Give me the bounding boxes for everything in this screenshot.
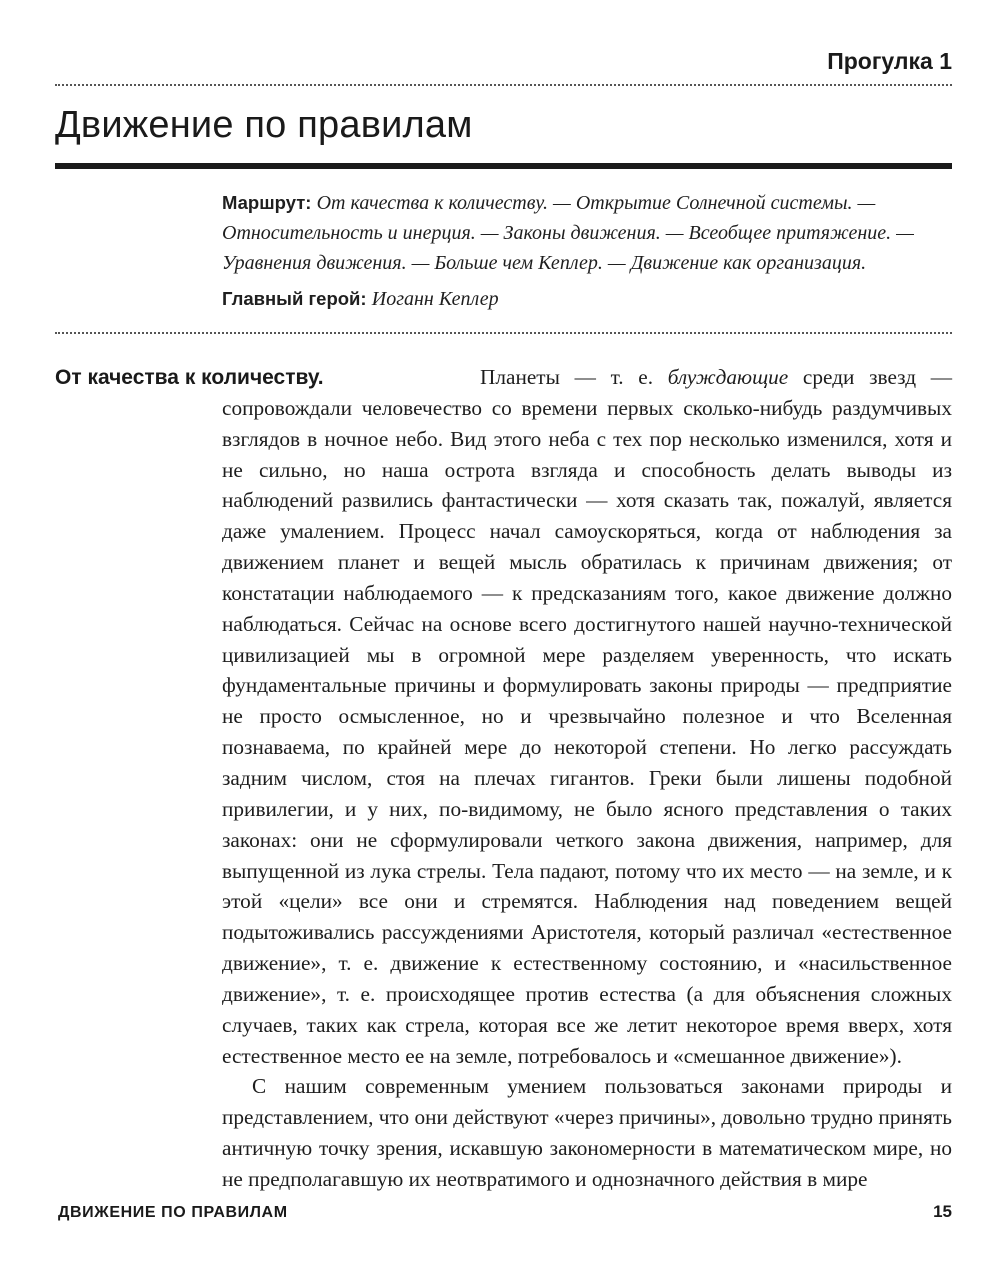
paragraph-2: С нашим современным умением пользоваться законами природы и представлением, что они действуют «через причины», довольно трудно принять античную точку зрения, искавшую закономерности в математическом мире, но не предполагавшую их неотвратимого и однозначного действия в мире [222,1074,952,1191]
paragraph-1 [222,362,952,1071]
hero-block [222,284,499,314]
running-footer-title: ДВИЖЕНИЕ ПО ПРАВИЛАМ [58,1204,288,1221]
route-text: От качества к количеству. — Открытие Солнечной системы. — Относительность и инерция. — Законы движения. — Всеобщее притяжение. — Уравнения движения. — Больше чем Кеплер. — Движение как организация. [222,192,914,274]
hero-name: Иоганн Кеплер [371,288,499,310]
p1-emphasis: блуждающие [667,365,789,389]
chapter-title: Движение по правилам [55,104,473,146]
title-rule [55,163,952,169]
p1-before-em: Планеты — т. е. [480,365,668,389]
p1-after-em: среди звезд — сопровождали человечество со времени первых сколько-нибудь раздумчивых взглядов в ночное небо. Вид этого неба с тех пор несколько изменился, хотя и не сильно, но наша острота взгляда и способность делать выводы из наблюдений развились фантастически — хотя сказать так, пожалуй, является даже умалением. Процесс начал самоускоряться, когда от наблюдения за движением планет и вещей мысль обратилась к причинам движения; от констатации наблюдаемого — к предсказаниям того, какое движение должно наблюдаться. Сейчас на основе всего достигнутого нашей научно-технической цивилизацией мы в огромной мере разделяем уверенность, что искать фундаментальные причины и формулировать законы природы — предприятие не просто осмысленное, но и чрезвычайно полезное и что Вселенная познаваема, по крайней мере до некоторой степени. Но легко рассуждать задним числом, стоя на плечах гигантов. Греки были лишены подобной привилегии, и у них, по-видимому, не было ясного представления о таких законах: они не сформулировали четкого закона движения, например, для выпущенной из лука стрелы. Тела падают, потому что их место — на земле, и к этой «цели» все они и стремятся. Наблюдения над поведением вещей подытоживались рассуждениями Аристотеля, который различал «естественное движение», т. е. движение к естественному состоянию, и «насильственное движение», т. е. происходящее против естества (а для объяснения сложных случаев, таких как стрела, которая все же летит некоторое время вверх, хотя естественное место ее на земле, потребовалось и «смешанное движение»). [222,365,952,1068]
walk-label: Прогулка 1 [827,48,952,74]
page-number: 15 [933,1202,952,1221]
body-text [222,362,952,1195]
route-label: Маршрут: [222,192,312,213]
route-block [222,188,952,278]
top-dotted-divider [55,84,952,86]
hero-label: Главный герой: [222,288,367,309]
section-heading: От качества к количеству. [55,366,324,389]
mid-dotted-divider [55,332,952,334]
